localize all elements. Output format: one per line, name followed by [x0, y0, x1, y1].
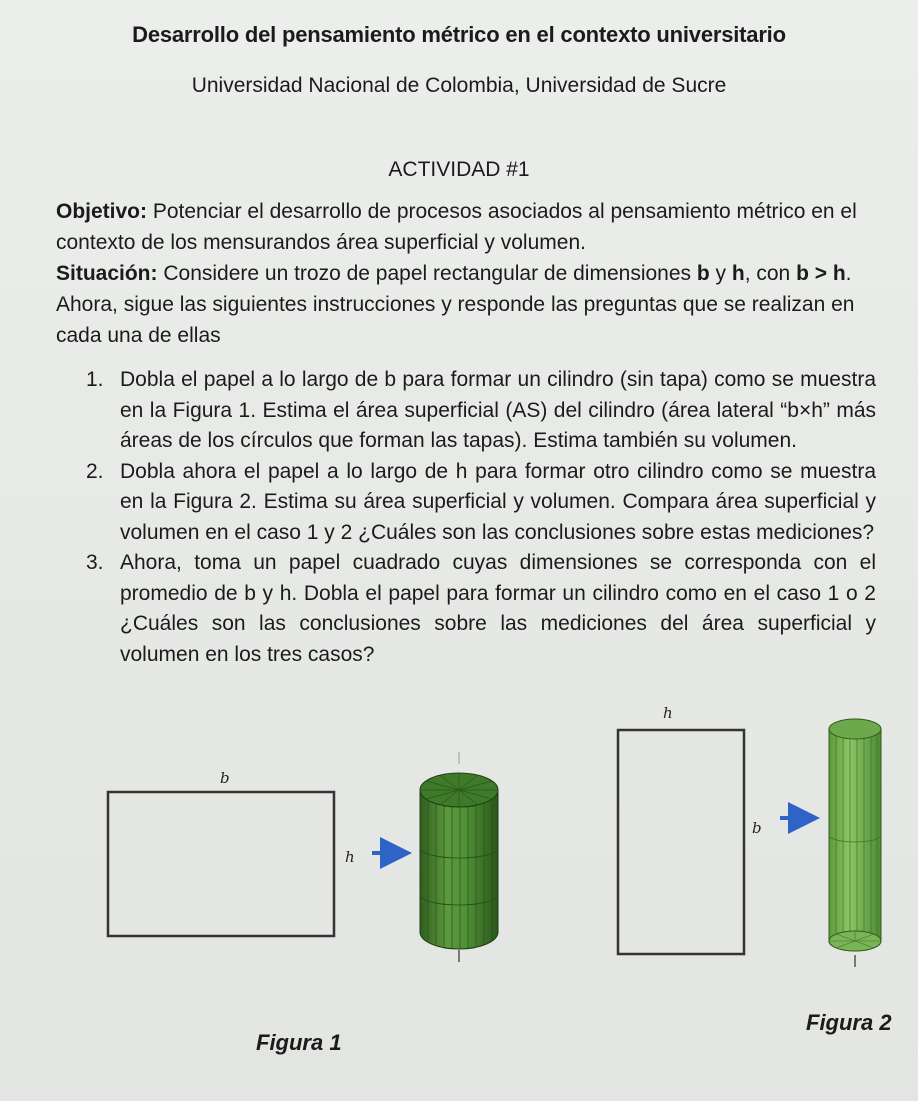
situation-text-3: . Ahora, sigue las siguientes instrucciones y responde las preguntas que se realizan en cada una de ellas [56, 262, 855, 347]
situation-text-1: Considere un trozo de papel rectangular de dimensiones [157, 262, 697, 285]
instruction-number: 2. [86, 459, 104, 483]
figure1-rectangle [108, 769, 355, 936]
figure1-cylinder [420, 752, 498, 962]
situation-label: Situación: [56, 262, 158, 285]
situation-condition: b > h [796, 262, 846, 285]
instruction-text: Dobla el papel a lo largo de b para formar un cilindro (sin tapa) como se muestra en la Figura 1. Estima el área superficial (AS) del cilindro (área lateral “b×h” más áreas de los círculos que forman las tapas). Estima también su volumen. [120, 368, 876, 452]
figure2-h-label: h [663, 704, 673, 722]
document-subtitle: Universidad Nacional de Colombia, Universidad de Sucre [191, 74, 727, 97]
instruction-number: 1. [86, 368, 104, 391]
document-title: Desarrollo del pensamiento métrico en el contexto universitario [132, 22, 786, 47]
situation-y: y [709, 262, 732, 285]
figure2-b-label: b [752, 819, 762, 837]
instruction-text: Dobla ahora el papel a lo largo de h para formar otro cilindro como se muestra en la Figura 2. Estima su área superficial y volumen. Compara área superficial y volumen en el caso 1 y 2 ¿Cuáles son las conclusiones sobre estas mediciones? [120, 459, 876, 544]
figure2-cylinder [829, 719, 881, 967]
figure1-h-label: h [345, 848, 355, 866]
figure2-rectangle [618, 704, 762, 954]
figure2-caption: Figura 2 [806, 1010, 892, 1035]
activity-title: ACTIVIDAD #1 [388, 158, 530, 181]
situation-b: b [696, 262, 710, 285]
instruction-text: Ahora, toma un papel cuadrado cuyas dimensiones se corresponda con el promedio de b y h. Dobla el papel para formar un cilindro como en el caso 1 o 2 ¿Cuáles son las conclusiones sobre las mediciones del área superficial y volumen en los tres casos? [120, 551, 876, 666]
figure1-b-label: b [220, 769, 230, 787]
objective-text: Potenciar el desarrollo de procesos asociados al pensamiento métrico en el contexto de los mensurandos área superficial y volumen. [56, 200, 857, 254]
instruction-number: 3. [86, 551, 104, 574]
situation-text-2: , con [744, 262, 797, 285]
situation-h: h [731, 262, 745, 285]
figure1-caption: Figura 1 [256, 1030, 342, 1055]
objective-label: Objetivo: [56, 200, 148, 223]
